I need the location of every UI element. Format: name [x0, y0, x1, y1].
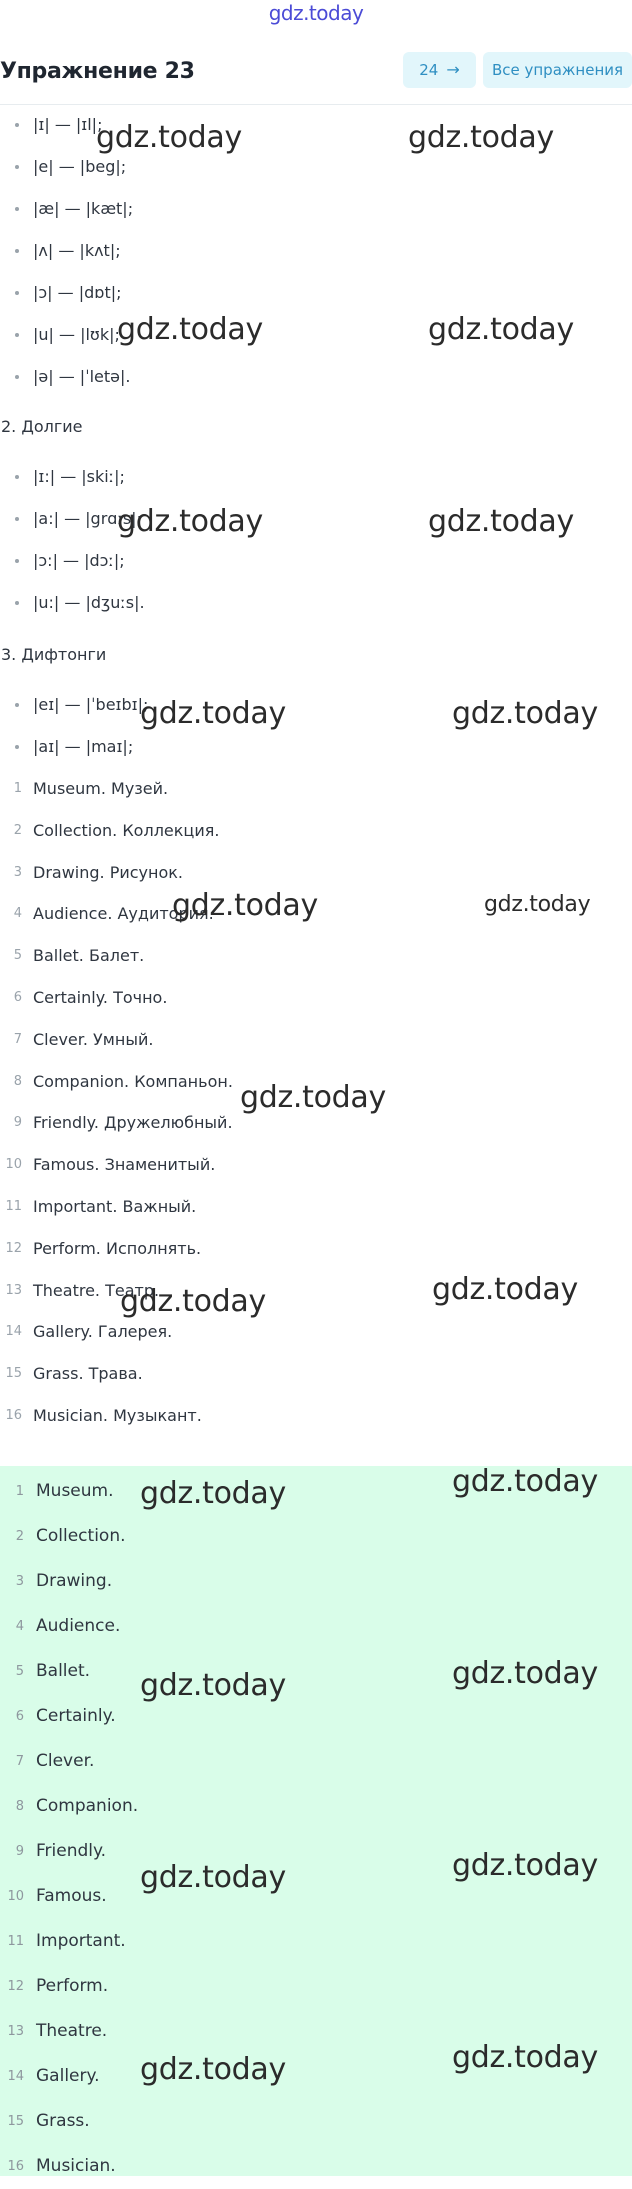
item-text: Friendly. Дружелюбный. [33, 1113, 233, 1133]
item-number: 1 [15, 1484, 24, 1499]
bullet-icon [15, 207, 19, 211]
transcription-item [0, 456, 632, 498]
answer-item [0, 1649, 632, 1694]
transcription-text: |ɪ| — |ɪl|; [33, 115, 103, 134]
transcription-text: |ɪ:| — |skiː|; [33, 467, 125, 486]
item-number: 11 [5, 1198, 22, 1214]
answer-item [0, 1469, 632, 1514]
item-text: Companion. [36, 1796, 139, 1816]
answer-item [0, 1829, 632, 1874]
watermark: gdz.today [140, 2052, 286, 2087]
item-text: Famous. Знаменитый. [33, 1155, 216, 1175]
watermark: gdz.today [117, 312, 263, 347]
answer-item [0, 1784, 632, 1829]
next-exercise-button[interactable] [403, 52, 476, 88]
transcription-item [0, 188, 632, 230]
item-text: Ballet. [36, 1661, 91, 1681]
translation-item [0, 935, 632, 977]
transcription-item [0, 726, 632, 768]
item-text: Perform. Исполнять. [33, 1238, 202, 1258]
solution-content [0, 104, 632, 1437]
item-text: Musician. Музыкант. [33, 1405, 202, 1425]
transcription-text: |æ| — |kæt|; [33, 199, 134, 218]
translation-item [0, 1228, 632, 1270]
transcription-item [0, 684, 632, 726]
item-text: Musician. [36, 2156, 116, 2176]
watermark: gdz.today [140, 1860, 286, 1895]
watermark: gdz.today [452, 1464, 598, 1499]
item-number: 11 [7, 1934, 24, 1949]
item-text: Drawing. [36, 1571, 113, 1591]
next-exercise-label: 24 [419, 61, 439, 79]
translation-item [0, 1395, 632, 1437]
transcription-text: |aɪ| — |maɪ|; [33, 737, 134, 756]
watermark: gdz.today [117, 504, 263, 539]
item-number: 4 [15, 1619, 24, 1634]
item-text: Audience. [36, 1616, 121, 1636]
item-text: Companion. Компаньон. [33, 1071, 233, 1091]
answer-item [0, 1559, 632, 1604]
bullet-icon [15, 475, 19, 479]
translation-item [0, 1186, 632, 1228]
item-number: 13 [5, 1282, 22, 1298]
item-text: Gallery. [36, 2066, 100, 2086]
item-text: Famous. [36, 1886, 107, 1906]
item-text: Important. Важный. [33, 1196, 197, 1216]
transcription-text: |ə| — |ˈletə|. [33, 367, 131, 386]
item-text: Important. [36, 1931, 126, 1951]
watermark: gdz.today [428, 312, 574, 347]
answer-item [0, 1514, 632, 1559]
transcription-text: |a:| — |grɑːs|; [33, 509, 142, 528]
transcription-text: |eɪ| — |ˈbeɪbɪ|; [33, 695, 149, 714]
item-text: Perform. [36, 1976, 109, 1996]
item-number: 1 [13, 781, 22, 796]
translation-item [0, 1102, 632, 1144]
item-number: 2 [15, 1529, 24, 1544]
item-number: 10 [7, 1889, 24, 1904]
item-number: 16 [7, 2159, 24, 2174]
translation-item [0, 852, 632, 894]
watermark: gdz.today [172, 888, 318, 923]
item-number: 6 [13, 989, 22, 1005]
item-text: Certainly. [36, 1706, 116, 1726]
short-vowels-list [0, 104, 632, 398]
translation-item [0, 1270, 632, 1312]
item-number: 2 [13, 822, 22, 838]
answer-item [0, 2054, 632, 2099]
bullet-icon [15, 165, 19, 169]
answer-item [0, 1874, 632, 1919]
transcription-item [0, 104, 632, 146]
bullet-icon [15, 333, 19, 337]
item-text: Museum. [36, 1481, 114, 1501]
transcription-item [0, 540, 632, 582]
item-text: Museum. Музей. [33, 779, 169, 798]
long-vowels-list [0, 456, 632, 624]
transcription-item [0, 146, 632, 188]
item-number: 12 [5, 1240, 22, 1256]
item-text: Grass. Трава. [33, 1364, 143, 1384]
item-number: 5 [15, 1664, 24, 1679]
bullet-icon [15, 559, 19, 563]
answer-item [0, 1604, 632, 1649]
watermark: gdz.today [428, 504, 574, 539]
translation-item [0, 977, 632, 1019]
item-number: 15 [7, 2114, 24, 2129]
translation-item [0, 1353, 632, 1395]
watermark: gdz.today [484, 892, 591, 917]
diphthongs-heading: 3. Дифтонги [1, 645, 107, 664]
bullet-icon [15, 745, 19, 749]
watermark: gdz.today [140, 1476, 286, 1511]
item-number: 7 [13, 1031, 22, 1047]
item-number: 14 [5, 1324, 22, 1340]
item-number: 16 [5, 1407, 22, 1423]
item-number: 12 [7, 1979, 24, 1994]
item-number: 13 [7, 2024, 24, 2039]
item-text: Gallery. Галерея. [33, 1322, 173, 1342]
answers-list [0, 1466, 632, 2189]
item-number: 9 [15, 1844, 24, 1859]
item-text: Grass. [36, 2111, 90, 2131]
translation-item [0, 1144, 632, 1186]
item-text: Theatre. Театр. [33, 1280, 160, 1300]
watermark: gdz.today [408, 120, 554, 155]
watermark: gdz.today [96, 120, 242, 155]
item-number: 8 [15, 1799, 24, 1814]
answer-item [0, 1694, 632, 1739]
transcription-item [0, 356, 632, 398]
site-logo[interactable]: gdz.today [268, 1, 364, 25]
item-number: 3 [13, 864, 22, 880]
answer-item [0, 2009, 632, 2054]
exercise-header [0, 52, 632, 105]
answer-item [0, 1919, 632, 1964]
item-number: 5 [13, 948, 22, 964]
transcription-text: |ɔ:| — |dɔː|; [33, 551, 125, 570]
transcription-text: |ʌ| — |kʌt|; [33, 241, 121, 260]
long-vowels-heading: 2. Долгие [1, 417, 83, 436]
translation-item [0, 1019, 632, 1061]
item-number: 8 [13, 1073, 22, 1089]
translation-item [0, 768, 632, 810]
transcription-text: |u:| — |dʒuːs|. [33, 593, 145, 612]
item-number: 15 [5, 1366, 22, 1382]
item-number: 4 [13, 906, 22, 922]
answer-box [0, 1466, 632, 2176]
item-text: Clever. Умный. [33, 1029, 154, 1049]
bullet-icon [15, 249, 19, 253]
transcription-text: |ɔ| — |dɒt|; [33, 283, 122, 302]
bullet-icon [15, 517, 19, 521]
transcription-item [0, 314, 632, 356]
item-number: 9 [13, 1115, 22, 1131]
watermark: gdz.today [120, 1284, 266, 1319]
translations-list [0, 768, 632, 1437]
item-text: Theatre. [36, 2021, 108, 2041]
transcription-item [0, 230, 632, 272]
translation-item [0, 893, 632, 935]
item-number: 10 [5, 1157, 22, 1173]
item-text: Audience. Аудитория. [33, 904, 214, 924]
watermark: gdz.today [452, 696, 598, 731]
item-number: 3 [15, 1574, 24, 1589]
item-text: Drawing. Рисунок. [33, 862, 184, 882]
item-text: Ballet. Балет. [33, 946, 145, 966]
bullet-icon [15, 291, 19, 295]
translation-item [0, 810, 632, 852]
bullet-icon [15, 375, 19, 379]
item-number: 7 [15, 1754, 24, 1769]
page-title: Упражнение 23 [0, 59, 195, 84]
translation-item [0, 1311, 632, 1353]
item-text: Certainly. Точно. [33, 987, 168, 1007]
arrow-right-icon: → [446, 60, 460, 79]
item-text: Friendly. [36, 1841, 107, 1861]
translation-item [0, 1061, 632, 1103]
answer-item [0, 1964, 632, 2009]
item-text: Collection. [36, 1526, 126, 1546]
transcription-item [0, 272, 632, 314]
transcription-text: |u| — |lʊk|; [33, 325, 120, 344]
watermark: gdz.today [140, 696, 286, 731]
bullet-icon [15, 703, 19, 707]
watermark: gdz.today [240, 1080, 386, 1115]
item-text: Collection. Коллекция. [33, 820, 220, 840]
transcription-text: |e| — |beg|; [33, 157, 127, 176]
answer-item [0, 2144, 632, 2189]
item-number: 6 [15, 1709, 24, 1724]
diphthongs-list [0, 684, 632, 768]
all-exercises-button[interactable]: Все упражнения [483, 52, 632, 88]
answer-item [0, 2099, 632, 2144]
transcription-item [0, 498, 632, 540]
transcription-item [0, 582, 632, 624]
watermark: gdz.today [452, 1656, 598, 1691]
bullet-icon [15, 123, 19, 127]
bullet-icon [15, 601, 19, 605]
item-number: 14 [7, 2069, 24, 2084]
item-text: Clever. [36, 1751, 95, 1771]
answer-item [0, 1739, 632, 1784]
watermark: gdz.today [452, 1848, 598, 1883]
watermark: gdz.today [452, 2040, 598, 2075]
watermark: gdz.today [432, 1272, 578, 1307]
watermark: gdz.today [140, 1668, 286, 1703]
